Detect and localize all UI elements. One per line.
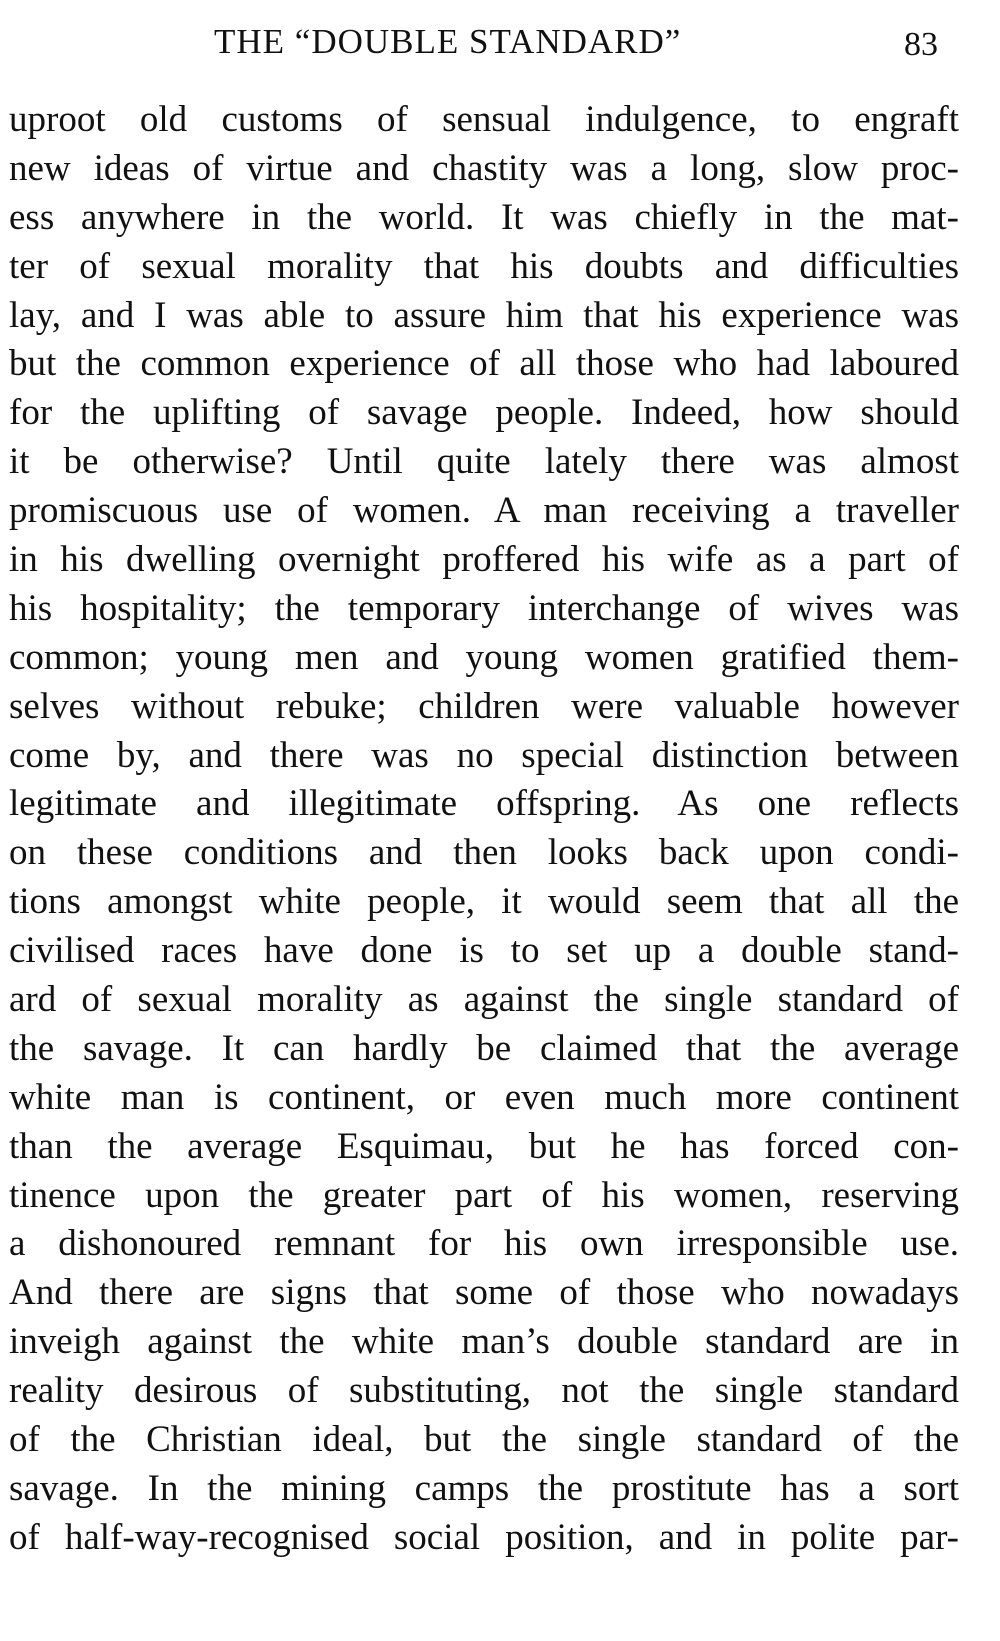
text-line: but the common experience of all those who had laboured bbox=[9, 343, 959, 385]
text-line: selves without rebuke; children were valuable however bbox=[9, 685, 959, 727]
text-line: civilised races have done is to set up a double stand- bbox=[9, 930, 959, 972]
text-line: white man is continent, or even much more continent bbox=[9, 1076, 959, 1118]
text-line: lay, and I was able to assure him that his experience was bbox=[9, 294, 959, 336]
text-line: it be otherwise? Until quite lately there was almost bbox=[9, 441, 959, 483]
running-head bbox=[0, 14, 1000, 74]
text-line: promiscuous use of women. A man receiving a traveller bbox=[9, 490, 959, 532]
text-line: tinence upon the greater part of his women, reserving bbox=[9, 1174, 959, 1216]
text-line: new ideas of virtue and chastity was a long, slow proc- bbox=[9, 147, 959, 189]
text-line: inveigh against the white man’s double standard are in bbox=[9, 1321, 959, 1363]
text-line: reality desirous of substituting, not the single standard bbox=[9, 1370, 959, 1412]
text-line: his hospitality; the temporary interchange of wives was bbox=[9, 587, 959, 629]
text-line: come by, and there was no special distinction between bbox=[9, 734, 959, 776]
text-line: in his dwelling overnight proffered his wife as a part of bbox=[9, 539, 959, 581]
text-line: on these conditions and then looks back upon condi- bbox=[9, 832, 959, 874]
text-line: a dishonoured remnant for his own irresponsible use. bbox=[9, 1223, 959, 1265]
text-line: savage. In the mining camps the prostitute has a sort bbox=[9, 1467, 959, 1509]
text-line: of half-way-recognised social position, and in polite par- bbox=[9, 1516, 959, 1558]
text-line: ter of sexual morality that his doubts and difficulties bbox=[9, 245, 959, 287]
text-line: for the uplifting of savage people. Indeed, how should bbox=[9, 392, 959, 434]
text-line: the savage. It can hardly be claimed that the average bbox=[9, 1027, 959, 1069]
text-line: common; young men and young women gratified them- bbox=[9, 636, 959, 678]
text-line: And there are signs that some of those who nowadays bbox=[9, 1272, 959, 1314]
text-line: of the Christian ideal, but the single standard of the bbox=[9, 1419, 959, 1461]
page-number: 83 bbox=[904, 26, 938, 63]
body-text bbox=[9, 96, 959, 1563]
text-line: tions amongst white people, it would seem that all the bbox=[9, 881, 959, 923]
running-title: THE “DOUBLE STANDARD” bbox=[214, 22, 682, 61]
text-line: legitimate and illegitimate offspring. As one reflects bbox=[9, 783, 959, 825]
text-line: ess anywhere in the world. It was chiefly in the mat- bbox=[9, 196, 959, 238]
text-line: than the average Esquimau, but he has forced con- bbox=[9, 1125, 959, 1167]
text-line: ard of sexual morality as against the single standard of bbox=[9, 979, 959, 1021]
text-line: uproot old customs of sensual indulgence, to engraft bbox=[9, 99, 959, 140]
